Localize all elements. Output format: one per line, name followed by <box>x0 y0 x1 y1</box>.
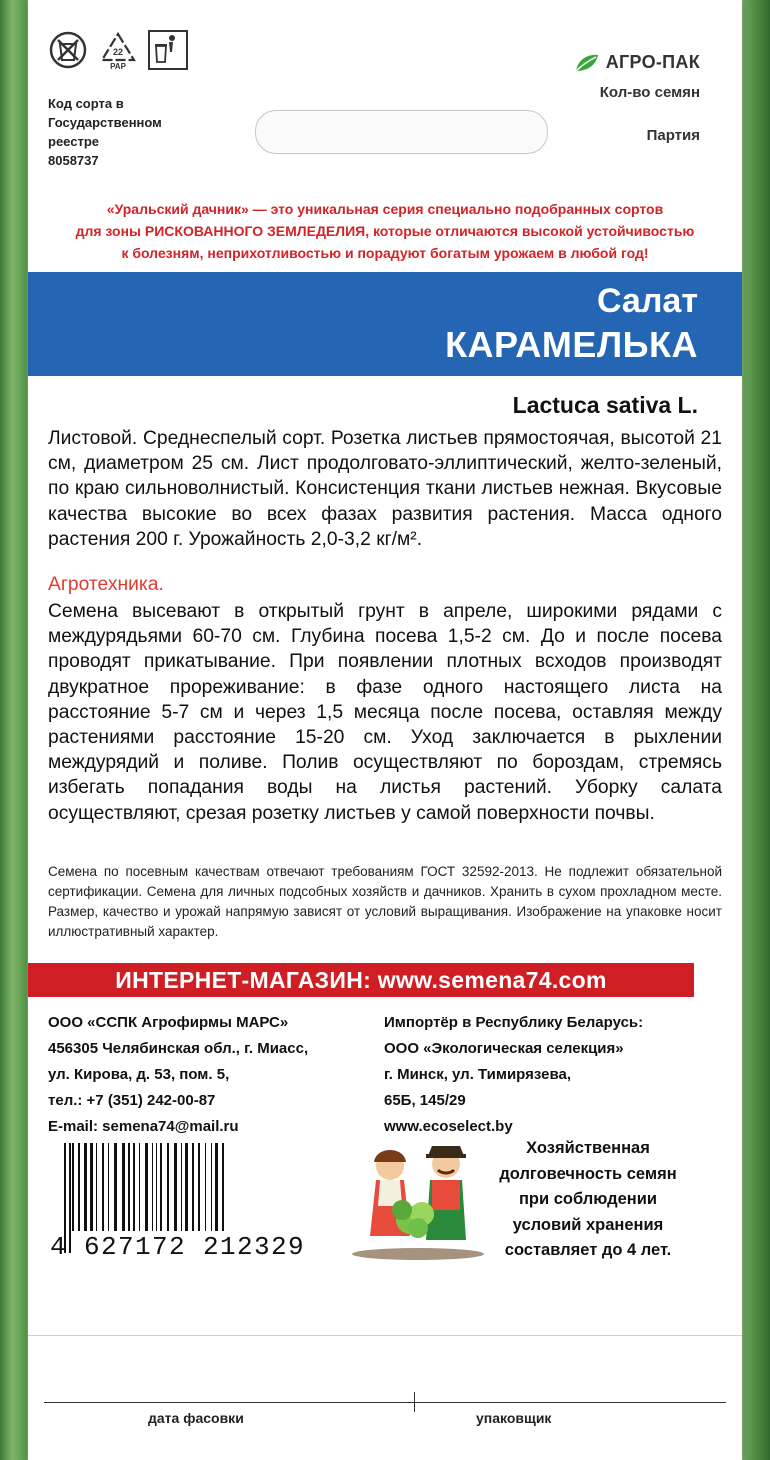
variety-code-line: реестре <box>48 134 99 149</box>
barcode-bar <box>174 1143 177 1231</box>
brand-name: АГРО-ПАК <box>605 52 700 72</box>
barcode-bar <box>90 1143 93 1231</box>
farmer-mascots-illustration <box>348 1136 488 1260</box>
no-litter-icon <box>48 30 88 70</box>
product-banner <box>28 272 742 376</box>
barcode-bar <box>96 1143 97 1231</box>
agrotechnics-text: Семена высевают в открытый грунт в апреле, широкими рядами с междурядьями 60-70 см. Глубина посева 1,5-2 см. До и после посева проводят прикатывание. При появлении плотных всходов производят двукратное прореживание: в фазе одного настоящего листа на расстояние 5-7 см и через 1,5 месяца после посева, оставляя между растениями расстояние 15-20 см. Уход заключается в рыхлении междурядий и поливе. Полив осуществляют по бороздам, стремясь избегать попадания воды на листья растений. Уборку салата осуществляют, срезая розетку листьев у самой поверхности почвы. <box>48 601 722 824</box>
packing-date-label: дата фасовки <box>148 1410 244 1426</box>
producer-phone: тел.: +7 (351) 242-00-87 <box>48 1092 216 1109</box>
barcode-bar <box>152 1143 153 1231</box>
brand-logo <box>574 52 700 73</box>
barcode-bar <box>167 1143 169 1231</box>
barcode-bar <box>222 1143 224 1231</box>
packaging-icons <box>48 30 188 70</box>
barcode-bar <box>128 1143 130 1231</box>
barcode-bar <box>78 1143 80 1231</box>
shelf-life-line: долговечность семян <box>499 1164 677 1183</box>
variety-code-line: Государственном <box>48 115 162 130</box>
barcode-bar <box>198 1143 200 1231</box>
barcode-bar <box>122 1143 125 1231</box>
variety-code <box>48 94 208 170</box>
barcode-bar <box>181 1143 182 1231</box>
leaf-logo-icon <box>574 53 600 73</box>
producer-line: ул. Кирова, д. 53, пом. 5, <box>48 1066 230 1083</box>
barcode-bar <box>133 1143 135 1231</box>
barcode-bar <box>108 1143 109 1231</box>
latin-name: Lactuca sativa L. <box>512 392 698 418</box>
barcode-bar <box>139 1143 140 1231</box>
barcode-bar <box>114 1143 117 1231</box>
signature-line <box>44 1402 726 1403</box>
importer-info <box>384 1010 643 1140</box>
barcode-bar <box>102 1143 104 1231</box>
barcode-bar <box>215 1143 218 1231</box>
barcode-bar <box>160 1143 162 1231</box>
signature-separator <box>414 1392 415 1412</box>
barcode-bar <box>156 1143 157 1231</box>
seeds-quantity-label: Кол-во семян <box>599 84 700 101</box>
online-shop-banner: ИНТЕРНЕТ-МАГАЗИН: www.semena74.com <box>28 963 694 997</box>
shelf-life-line: при соблюдении <box>518 1190 658 1208</box>
producer-line: 456305 Челябинская обл., г. Миасс, <box>48 1040 309 1057</box>
variety-code-number: 8058737 <box>48 153 99 168</box>
importer-line: ООО «Экологическая селекция» <box>384 1040 624 1057</box>
trash-bin-icon <box>148 30 188 70</box>
seed-packet-back <box>28 0 742 1460</box>
shelf-life-line: составляет до 4 лет. <box>504 1241 672 1259</box>
recycle-number: 22 <box>112 47 124 57</box>
shelf-life-line: условий хранения <box>512 1215 664 1234</box>
disclaimer-text: Семена по посевным качествам отвечают требованиям ГОСТ 32592-2013. Не подлежит обязательной сертификации. Семена для личных подсобных хозяйств и дачников. Хранить в сухом прохладном месте. Размер, качество и урожай напрямую зависят от условий выращивания. Изображение на упаковке носит иллюстративный характер. <box>48 864 722 939</box>
shelf-life-note <box>478 1136 698 1264</box>
fold-line <box>28 1335 742 1336</box>
importer-website: www.ecoselect.by <box>384 1118 513 1135</box>
recycle-code: PAP <box>110 62 126 70</box>
packer-label: упаковщик <box>476 1410 552 1426</box>
importer-line: Импортёр в Республику Беларусь: <box>384 1014 644 1031</box>
barcode-bar <box>72 1143 74 1231</box>
hang-hole <box>255 110 548 154</box>
importer-line: 65Б, 145/29 <box>384 1092 466 1109</box>
barcode-bar <box>205 1143 206 1231</box>
promo-line: к болезням, неприхотливостью и порадуют богатым урожаем в любой год! <box>121 245 649 261</box>
shelf-life-line: Хозяйственная <box>526 1139 650 1157</box>
barcode-bar <box>185 1143 188 1231</box>
variety-description: Листовой. Среднеспелый сорт. Розетка листьев прямостоячая, высотой 21 см, диаметром 25 см. Лист продолговато-эллиптический, желто-зеленый, по краю сильноволнистый. Консистенция ткани листьев нежная. Вкусовые качества высокие во всех фазах развития растения. Масса одного растения 200 г. Урожайность 2,0-3,2 кг/м². <box>48 428 722 550</box>
barcode-bar <box>192 1143 194 1231</box>
barcode-bar <box>84 1143 87 1231</box>
importer-line: г. Минск, ул. Тимирязева, <box>384 1066 572 1083</box>
batch-label: Партия <box>646 127 700 144</box>
recycle-icon <box>98 30 138 70</box>
promo-line: «Уральский дачник» — это уникальная серия специально подобранных сортов <box>106 201 664 217</box>
promo-line: для зоны РИСКОВАННОГО ЗЕМЛЕДЕЛИЯ, которые отличаются высокой устойчивостью <box>75 223 695 239</box>
agrotechnics-heading: Агротехника. <box>48 574 164 595</box>
barcode-bar <box>145 1143 148 1231</box>
product-name: КАРАМЕЛЬКА <box>445 324 698 365</box>
producer-info <box>48 1010 308 1140</box>
product-type: Салат <box>596 282 698 320</box>
barcode-digits: 4 627172 212329 <box>50 1232 306 1262</box>
producer-email: E-mail: semena74@mail.ru <box>48 1118 239 1135</box>
barcode-bar <box>211 1143 212 1231</box>
producer-line: ООО «ССПК Агрофирмы МАРС» <box>48 1014 289 1031</box>
variety-code-line: Код сорта в <box>48 96 124 111</box>
series-promo <box>68 198 702 264</box>
